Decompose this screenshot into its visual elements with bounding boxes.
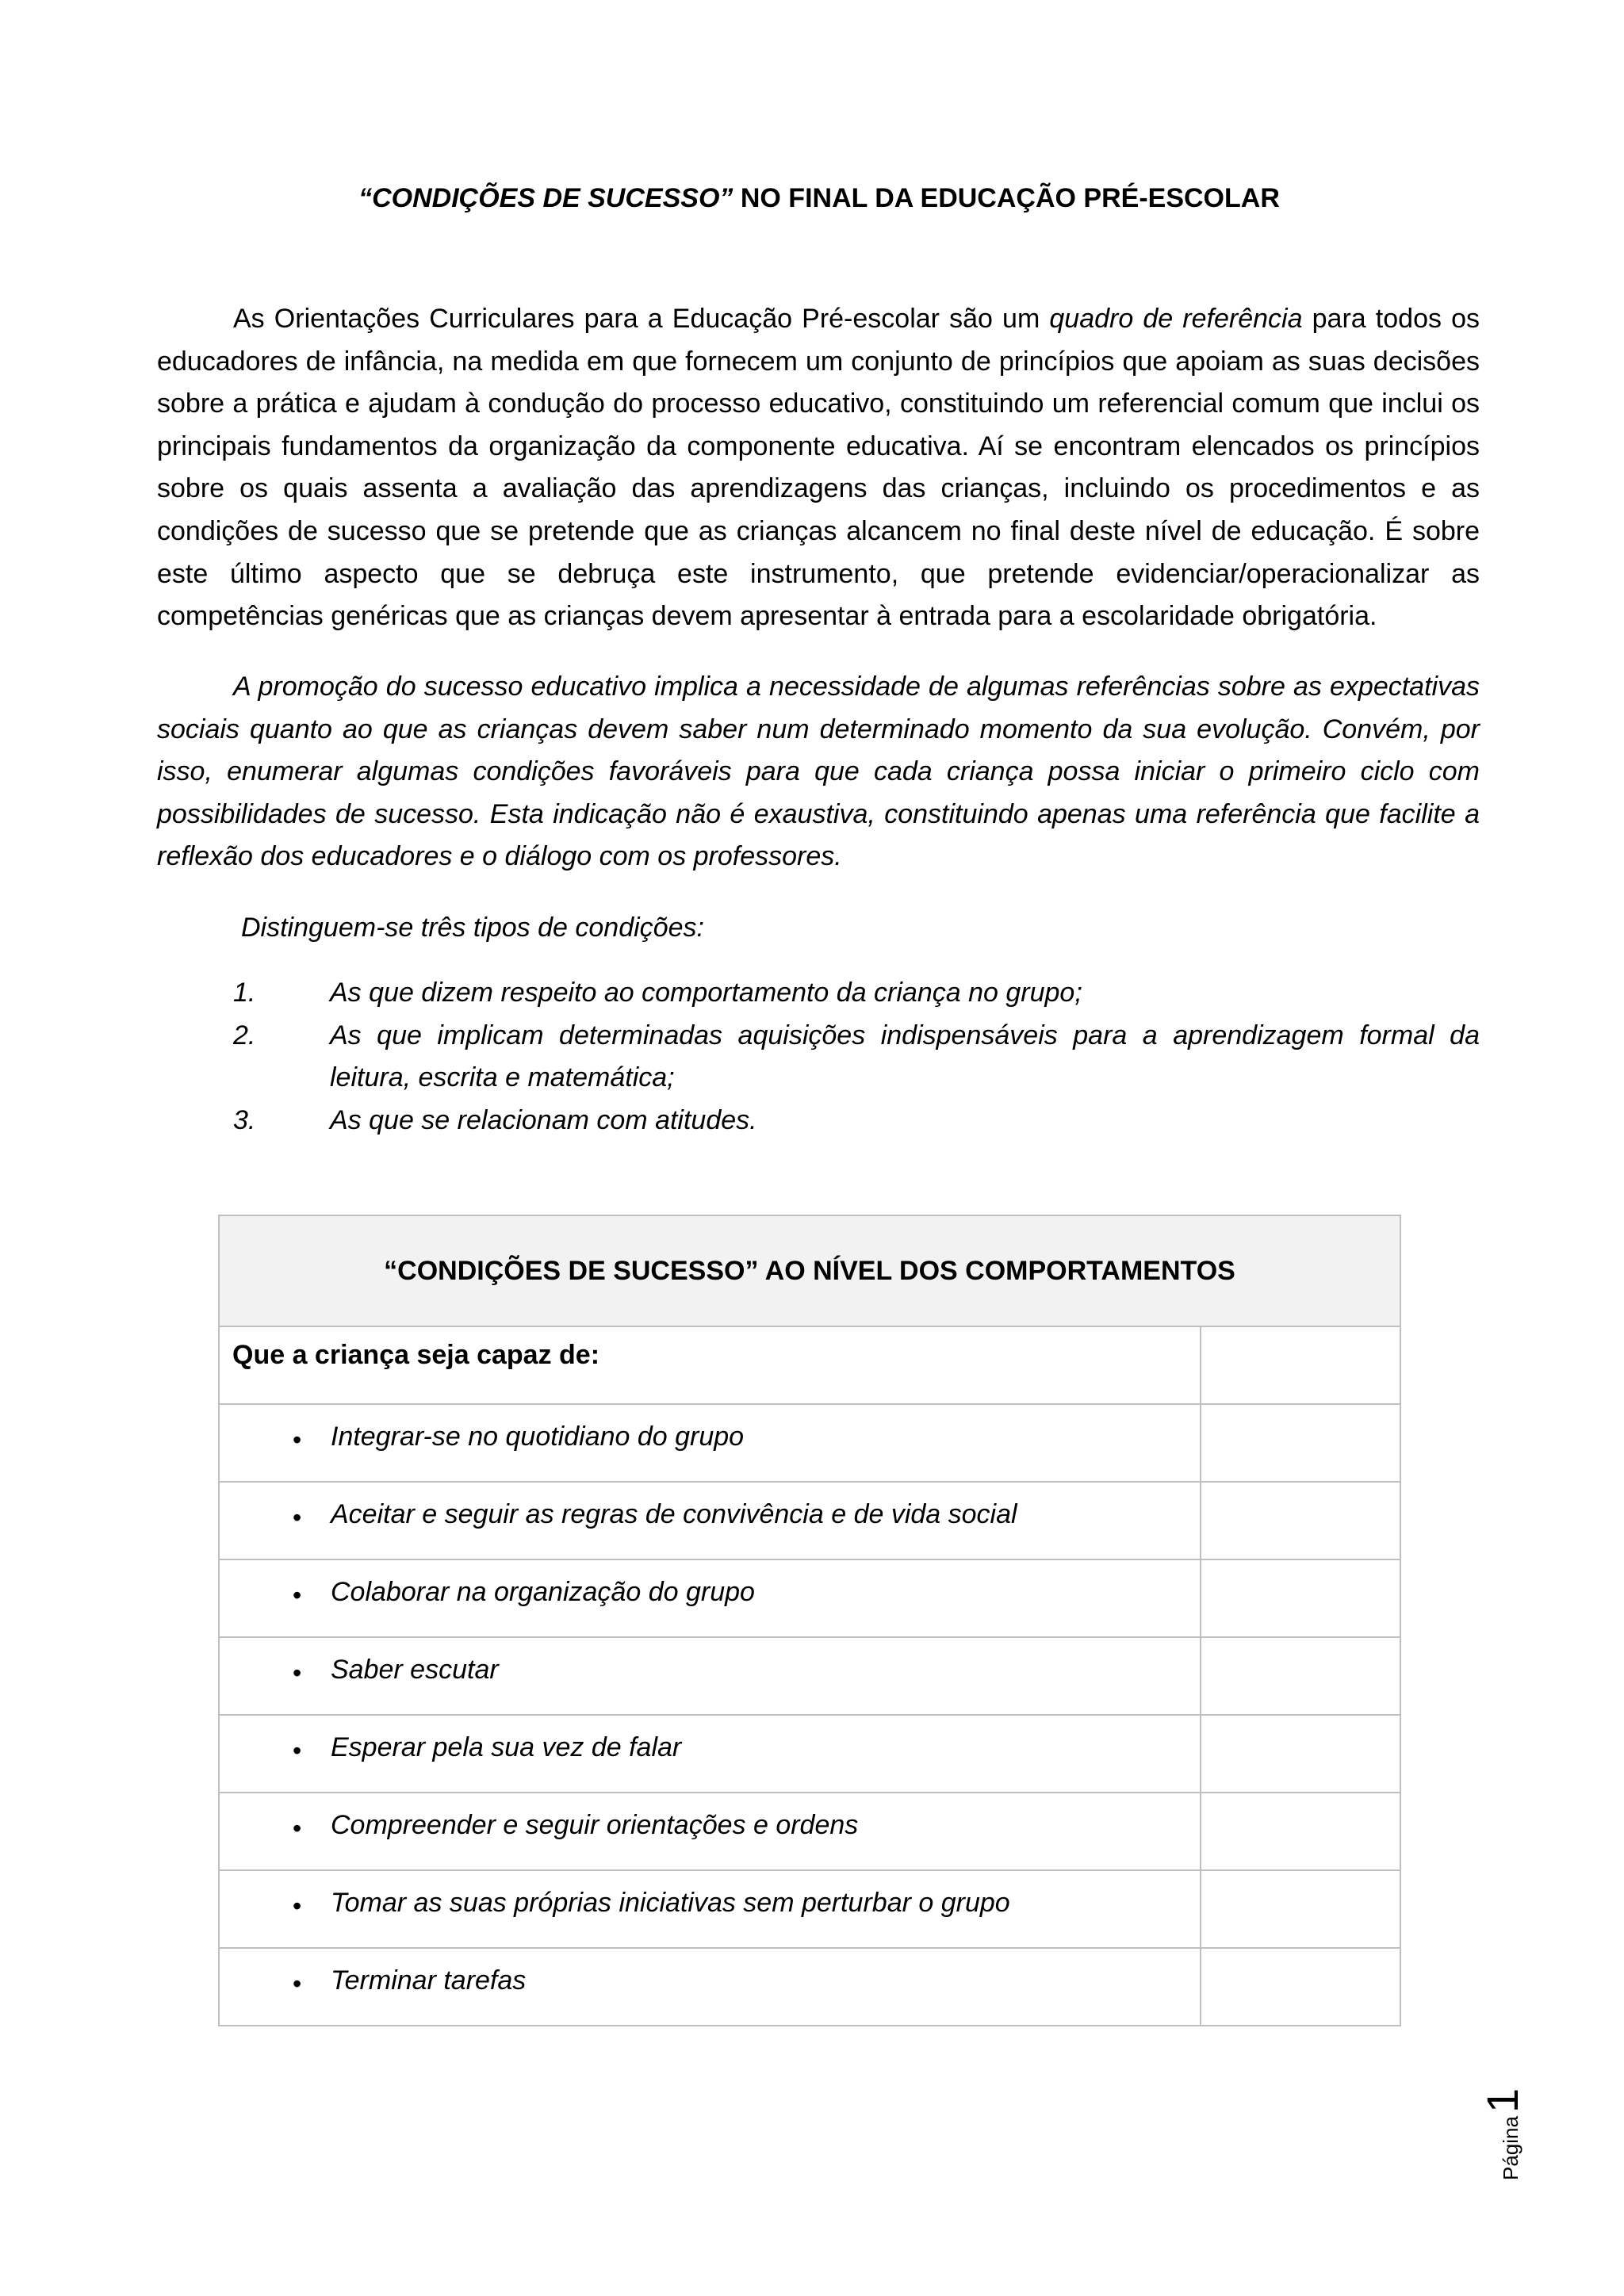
check-cell[interactable] bbox=[1201, 1793, 1400, 1869]
page-number: 1 bbox=[1477, 2087, 1527, 2114]
table-cell bbox=[220, 1560, 1201, 1636]
table-cell bbox=[220, 1405, 1201, 1481]
row-label: Esperar pela sua vez de falar bbox=[331, 1732, 682, 1762]
intro-text-start: As Orientações Curriculares para a Educação Pré-escolar são um bbox=[233, 304, 1050, 334]
list-number: 3. bbox=[233, 1104, 256, 1135]
list-text: As que se relacionam com atitudes. bbox=[330, 1104, 757, 1135]
check-cell[interactable] bbox=[1201, 1871, 1400, 1947]
table-subheader-row bbox=[220, 1327, 1400, 1405]
row-label: Compreender e seguir orientações e ordens bbox=[331, 1810, 859, 1840]
row-label: Aceitar e seguir as regras de convivência e de vida social bbox=[331, 1499, 1017, 1529]
table-cell bbox=[220, 1871, 1201, 1947]
row-label: Integrar-se no quotidiano do grupo bbox=[331, 1422, 745, 1452]
row-label: Terminar tarefas bbox=[331, 1965, 527, 1996]
bullet-icon: • bbox=[293, 1425, 302, 1454]
page-number-rotated bbox=[1477, 2088, 1528, 2180]
check-cell[interactable] bbox=[1201, 1483, 1400, 1559]
check-cell[interactable] bbox=[1201, 1638, 1400, 1714]
page-title bbox=[157, 181, 1481, 216]
table-row bbox=[220, 1716, 1400, 1793]
bullet-icon: • bbox=[293, 1892, 302, 1920]
row-label: Saber escutar bbox=[331, 1655, 499, 1685]
bullet-icon: • bbox=[293, 1503, 302, 1532]
title-quoted: “CONDIÇÕES DE SUCESSO” bbox=[358, 183, 733, 213]
list-item bbox=[157, 1100, 1480, 1142]
table-cell bbox=[220, 1716, 1201, 1792]
table-row bbox=[220, 1793, 1400, 1871]
check-cell[interactable] bbox=[1201, 1560, 1400, 1636]
table-cell bbox=[220, 1483, 1201, 1559]
table-cell bbox=[220, 1638, 1201, 1714]
list-item bbox=[157, 1015, 1480, 1100]
list-number: 1. bbox=[233, 978, 256, 1008]
intro-text-end: para todos os educadores de infância, na medida em que fornecem um conjunto de princípios que apoiam as suas decisões sobre a prática e ajudam à condução do processo educativo, constituindo um referencial comum que inclui os principais fundamentos da organização da componente educativa. Aí se encontram elencados os princípios sobre os quais assenta a avaliação das aprendizagens das crianças, incluindo os procedimentos e as condições de sucesso que se pretende que as crianças alcancem no final deste nível de educação. É sobre este último aspecto que se debruça este instrumento, que pretende evidenciar/operacionalizar as competências genéricas que as crianças devem apresentar à entrada para a escolaridade obrigatória. bbox=[157, 304, 1480, 632]
list-text: As que implicam determinadas aquisições indispensáveis para a aprendizagem formal da leitura, escrita e matemática; bbox=[330, 1020, 1480, 1093]
check-cell[interactable] bbox=[1201, 1716, 1400, 1792]
intro-emphasis: quadro de referência bbox=[1049, 304, 1303, 334]
table-row bbox=[220, 1638, 1400, 1716]
bullet-icon: • bbox=[293, 1814, 302, 1843]
table-row bbox=[220, 1560, 1400, 1638]
bullet-icon: • bbox=[293, 1969, 302, 1998]
row-label: Tomar as suas próprias iniciativas sem perturbar o grupo bbox=[331, 1888, 1010, 1918]
bullet-icon: • bbox=[293, 1736, 302, 1765]
bullet-icon: • bbox=[293, 1581, 302, 1609]
row-label: Colaborar na organização do grupo bbox=[331, 1577, 755, 1607]
check-cell[interactable] bbox=[1201, 1405, 1400, 1481]
title-rest: NO FINAL DA EDUCAÇÃO PRÉ-ESCOLAR bbox=[740, 183, 1280, 213]
check-cell[interactable] bbox=[1201, 1327, 1400, 1403]
table-row bbox=[220, 1949, 1400, 2025]
table-header: “CONDIÇÕES DE SUCESSO” AO NÍVEL DOS COMPORTAMENTOS bbox=[220, 1216, 1400, 1327]
behaviour-table bbox=[218, 1215, 1401, 2026]
check-cell[interactable] bbox=[1201, 1949, 1400, 2025]
bullet-icon: • bbox=[293, 1659, 302, 1687]
page-label: Página bbox=[1499, 2116, 1522, 2180]
conditions-list bbox=[157, 972, 1480, 1142]
table-cell bbox=[220, 1327, 1201, 1403]
table-row bbox=[220, 1483, 1400, 1560]
page-footer bbox=[1477, 2077, 1527, 2180]
table-row bbox=[220, 1405, 1400, 1483]
intro-paragraph bbox=[157, 298, 1480, 638]
conditions-intro: Distinguem-se três tipos de condições: bbox=[241, 913, 704, 943]
list-number: 2. bbox=[233, 1020, 256, 1050]
table-cell bbox=[220, 1949, 1201, 2025]
second-paragraph: A promoção do sucesso educativo implica a necessidade de algumas referências sobre as expectativas sociais quanto ao que as crianças devem saber num determinado momento da sua evolução. Convém, por isso, enumerar algumas condições favoráveis para que cada criança possa iniciar o primeiro ciclo com possibilidades de sucesso. Esta indicação não é exaustiva, constituindo apenas uma referência que facilite a reflexão dos educadores e o diálogo com os professores. bbox=[157, 672, 1480, 872]
table-cell bbox=[220, 1793, 1201, 1869]
list-item bbox=[157, 972, 1480, 1015]
list-text: As que dizem respeito ao comportamento da criança no grupo; bbox=[330, 978, 1082, 1008]
table-row bbox=[220, 1871, 1400, 1949]
table-subheader: Que a criança seja capaz de: bbox=[232, 1340, 600, 1370]
